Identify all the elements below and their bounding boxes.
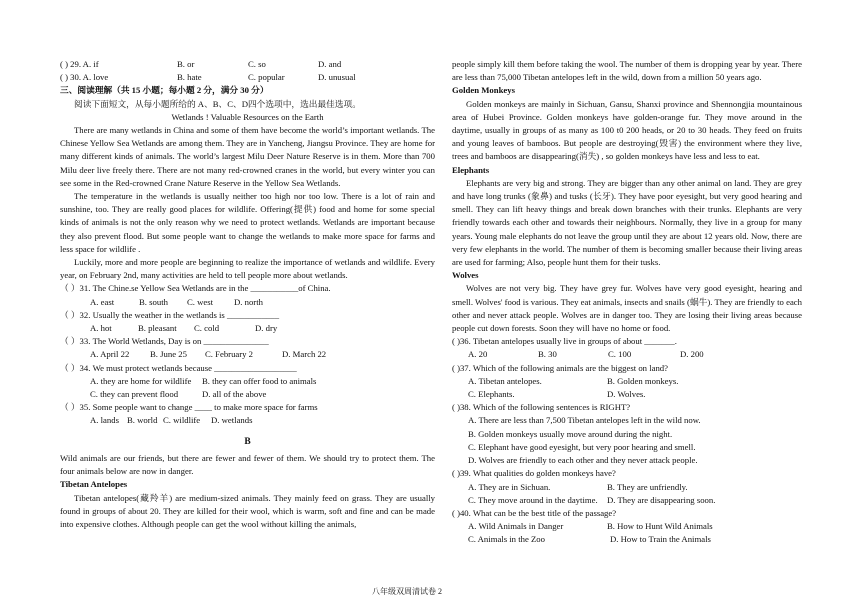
q34-d: D. all of the above bbox=[202, 389, 267, 400]
q37-c: C. Elephants. bbox=[468, 389, 515, 400]
passage-a-paragraph-1: There are many wetlands in China and some of them have become the world’s important wetlands. The Chinese Yellow Sea Wetlands are among them. They are in Yancheng, Jiangsu Province. They are home for many different kinds of animals. The world’s largest Milu Deer Nature Reserve is in them. More than 700 Milu deer live freely there. There are not many red-crowned cranes in the world, but every winter you can see some in the Red-crowned Crane Nature Reserve in the Yellow Sea Wetlands. bbox=[60, 125, 435, 188]
q39-c: C. They move around in the daytime. bbox=[468, 494, 598, 505]
q32-b: B. pleasant bbox=[138, 323, 177, 334]
q29-d: D. and bbox=[318, 59, 342, 69]
q40-stem: ( )40. What can be the best title of the passage? bbox=[452, 507, 617, 518]
q29-b: B. or bbox=[177, 59, 195, 69]
q31-d: D. north bbox=[234, 296, 263, 307]
q36-c: C. 100 bbox=[608, 349, 632, 360]
q31-stem: （ ）31. The Chine.se Yellow Sea Wetlands are in the ___________of China. bbox=[60, 283, 331, 294]
q39-d: D. They are disappearing soon. bbox=[607, 494, 716, 505]
instruction: 阅读下面短文，从每小题所给的 A、B、C、D四个选项中，选出最佳选项。 bbox=[74, 98, 361, 109]
left-column bbox=[60, 58, 435, 531]
q38-d: D. Wolves are friendly to each other and they never attack people. bbox=[468, 455, 698, 466]
q34-options-row2 bbox=[60, 388, 435, 401]
q32-a: A. hot bbox=[90, 323, 112, 334]
section-title: 三、阅读理解（共 15 小题；每小题 2 分，满分 30 分） bbox=[60, 85, 269, 96]
q35-a: A. lands bbox=[90, 415, 119, 426]
golden-monkeys-title: Golden Monkeys bbox=[452, 85, 515, 96]
q35-b: B. world bbox=[127, 415, 158, 426]
q31-c: C. west bbox=[187, 296, 214, 307]
wolves-title: Wolves bbox=[452, 270, 479, 281]
q31-b: B. south bbox=[139, 296, 168, 307]
golden-monkeys-text: Golden monkeys are mainly in Sichuan, Gansu, Shanxi province and Shennongjia mountainous area of Hubei Province. Golden monkeys have golden-orange fur. They move around in the daytime, usually in groups of as many as 100 t0 200 heads, or 20 to 30 heads. They feed on fruits and young leaves of bamboos. But people are destroying(毁害) the environment where they live, trees and bamboos are disappearing(消失) , so golden monkeys have less and less to eat. bbox=[452, 98, 802, 162]
question-29 bbox=[60, 58, 435, 71]
tibetan-antelopes-title: Tibetan Antelopes bbox=[60, 479, 128, 490]
right-column bbox=[452, 58, 802, 547]
q34-b: B. they can offer food to animals bbox=[202, 375, 317, 386]
q37-stem: ( )37. Which of the following animals are the biggest on land? bbox=[452, 362, 669, 373]
question-30 bbox=[60, 71, 435, 84]
tibetan-antelopes-text: Tibetan antelopes(藏羚羊) are medium-sized animals. They mainly feed on grass. They are usually found in groups of about 20. They are killed for their wool, which is warm, soft and fine and can be made into expensive clothes. Although people can get the wool without killing the animals, bbox=[60, 492, 435, 529]
q34-options-row1 bbox=[60, 375, 435, 388]
passage-b-intro: Wild animals are our friends, but there are fewer and fewer of them. We should try to protect them. The four animals below are now in danger. bbox=[60, 452, 435, 477]
q32-d: D. dry bbox=[255, 323, 278, 334]
q33-b: B. June 25 bbox=[150, 349, 187, 360]
q33-stem: （ ）33. The World Wetlands, Day is on _______________ bbox=[60, 336, 269, 347]
q40-a: A. Wild Animals in Danger bbox=[468, 521, 564, 532]
q36-b: B. 30 bbox=[538, 349, 557, 360]
q33-d: D. March 22 bbox=[282, 349, 327, 360]
q35-c: C. wildlife bbox=[163, 415, 201, 426]
q34-c: C. they can prevent flood bbox=[90, 389, 179, 400]
q34-stem: （ ）34. We must protect wetlands because ___________________ bbox=[60, 362, 297, 373]
q36-options bbox=[452, 348, 802, 361]
tibetan-antelopes-continued: people simply kill them before taking the wool. The number of them is dropping year by year. There are less than 75,000 Tibetan antelopes left in the wild, down from a million 50 years ago. bbox=[452, 59, 802, 83]
q36-stem: ( )36. Tibetan antelopes usually live in groups of about _______. bbox=[452, 336, 677, 347]
q35-d: D. wetlands bbox=[211, 415, 253, 426]
q38-b: B. Golden monkeys usually move around during the night. bbox=[468, 428, 673, 439]
q39-stem: ( )39. What qualities do golden monkeys have? bbox=[452, 468, 616, 479]
q32-stem: （ ）32. Usually the weather in the wetlands is ____________ bbox=[60, 309, 280, 320]
q33-a: A. April 22 bbox=[90, 349, 130, 360]
q40-options-row2 bbox=[452, 533, 802, 546]
q32-c: C. cold bbox=[194, 323, 220, 334]
passage-b-heading: B bbox=[244, 436, 251, 447]
q34-a: A. they are home for wildlife bbox=[90, 375, 192, 386]
q35-options bbox=[60, 414, 435, 427]
page-footer: 八年级双周清试卷 2 bbox=[372, 587, 442, 596]
q36-d: D. 200 bbox=[680, 349, 704, 360]
elephants-title: Elephants bbox=[452, 164, 490, 175]
q40-options-row1 bbox=[452, 520, 802, 533]
q37-options-row1 bbox=[452, 375, 802, 388]
q31-options bbox=[60, 296, 435, 309]
q35-stem: （ ）35. Some people want to change ____ to make more space for farms bbox=[60, 402, 318, 413]
q30-b: B. hate bbox=[177, 72, 202, 83]
q30-a: ( ) 30. A. love bbox=[60, 72, 109, 83]
passage-a-title: Wetlands ! Valuable Resources on the Earth bbox=[171, 111, 324, 122]
q38-a: A. There are less than 7,500 Tibetan antelopes left in the wild now. bbox=[468, 415, 701, 426]
q40-b: B. How to Hunt Wild Animals bbox=[607, 521, 713, 532]
wolves-text: Wolves are not very big. They have grey fur. Wolves have very good eyesight, hearing and smell. Wolves' food is various. They eat animals, insects and snails (蜗牛). They are friendly to each other and never attack people. Wolves are in danger too. They are losing their living areas because people cut down forests. Soon they will have no home or food. bbox=[452, 283, 802, 334]
passage-a-paragraph-2: The temperature in the wetlands is usually neither too high nor too low. There is a lot of rain and sunshine, too. They are really good places for wildlife. Offering(提供) food and home for some special kinds of animals is not the only reason why we need to protect wetlands. Wetlands are important because they also prevent flood. But some people want to change the wetlands to make more space for farms and less space for wildlife . bbox=[60, 191, 435, 254]
passage-a-paragraph-3: Luckily, more and more people are beginning to realize the importance of wetlands and wildlife. Every year, on February 2nd, many activities are held to tell people more about wetlands. bbox=[60, 257, 435, 281]
q37-d: D. Wolves. bbox=[607, 389, 646, 400]
q33-options bbox=[60, 348, 435, 361]
q40-d: D. How to Train the Animals bbox=[610, 534, 711, 545]
q33-c: C. February 2 bbox=[205, 349, 254, 360]
q39-options-row2 bbox=[452, 494, 802, 507]
q29-c: C. so bbox=[248, 59, 266, 69]
q30-d: D. unusual bbox=[318, 72, 356, 83]
q39-a: A. They are in Sichuan. bbox=[468, 481, 551, 492]
elephants-text: Elephants are very big and strong. They are bigger than any other animal on land. They are grey and have long trunks (象鼻) and tusks (长牙). They have poor eyesight, but very good hearing and smell. They can lift heavy things and break down branches with their trunks. Elephants are very friendly towards each other and towards their neighbours. Normally, they live in a group for many years. Young male elephants do not leave the group until they are about 12 years old. Now, there are very few elephants in the world. The number of them is becoming smaller because their living areas are used for farming; Also, people hunt them for their tusks. bbox=[452, 177, 802, 268]
q29-a: ( ) 29. A. if bbox=[60, 59, 99, 69]
q32-options bbox=[60, 322, 435, 335]
q38-stem: ( )38. Which of the following sentences is RIGHT? bbox=[452, 402, 631, 413]
q39-b: B. They are unfriendly. bbox=[607, 481, 688, 492]
q40-c: C. Animals in the Zoo bbox=[468, 534, 545, 545]
q37-a: A. Tibetan antelopes. bbox=[468, 375, 542, 386]
q38-c: C. Elephant have good eyesight, but very poor hearing and smell. bbox=[468, 441, 696, 452]
q30-c: C. popular bbox=[248, 72, 285, 83]
q37-options-row2 bbox=[452, 388, 802, 401]
q36-a: A. 20 bbox=[468, 349, 488, 360]
q37-b: B. Golden monkeys. bbox=[607, 375, 679, 386]
q31-a: A. east bbox=[90, 296, 115, 307]
q39-options-row1 bbox=[452, 481, 802, 494]
